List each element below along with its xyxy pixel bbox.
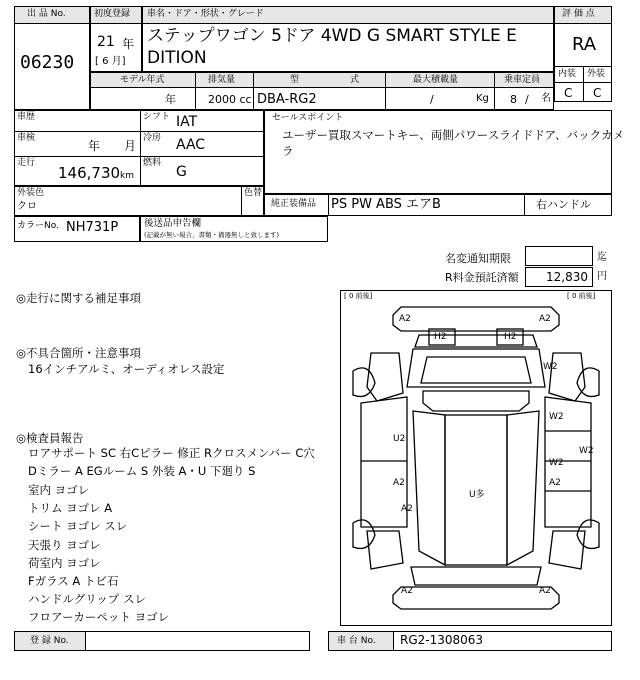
damage-mark: W2 bbox=[579, 446, 594, 456]
displacement: 2000 cc bbox=[208, 93, 252, 106]
name-change-field bbox=[525, 246, 593, 266]
exterior-score: C bbox=[593, 86, 602, 100]
recycle-unit: 円 bbox=[597, 271, 607, 282]
inspector-line: Fガラス A トビ石 bbox=[28, 574, 119, 588]
color-number: NH731P bbox=[66, 220, 119, 235]
score-label: 評 価 点 bbox=[562, 9, 595, 19]
ac: AAC bbox=[176, 137, 206, 153]
damage-mark: A2 bbox=[401, 586, 413, 596]
car-name: ステップワゴン 5ドア 4WD G SMART STYLE E bbox=[147, 26, 517, 46]
damage-mark: U多 bbox=[469, 490, 485, 500]
damage-mark: W2 bbox=[543, 362, 558, 372]
corner-label-left: [ 0 前後] bbox=[344, 292, 373, 300]
details-box bbox=[14, 110, 264, 186]
capacity-unit: 名 bbox=[541, 93, 551, 104]
exterior-label: 外装 bbox=[587, 69, 606, 79]
car-name-line2: DITION bbox=[147, 48, 207, 68]
spec-divider bbox=[385, 72, 386, 110]
damage-mark: A2 bbox=[549, 478, 561, 488]
equipment-divider bbox=[328, 194, 329, 216]
model-year-unit: 年 bbox=[165, 93, 176, 106]
ext-color-label: 外装色 bbox=[17, 188, 45, 198]
inspector-line: フロアーカーペット ヨゴレ bbox=[28, 610, 170, 624]
fuel: G bbox=[176, 164, 187, 180]
color-change-divider bbox=[241, 186, 242, 216]
sales-point-line1: ユーザー買取スマートキー、両側パワースライドドア、バックカメ bbox=[282, 128, 625, 142]
inspector-line: 荷室内 ヨゴレ bbox=[28, 556, 101, 570]
inspector-line: シート ヨゴレ スレ bbox=[28, 519, 128, 533]
damage-mark: A2 bbox=[539, 586, 551, 596]
damage-mark: W2 bbox=[549, 458, 564, 468]
registration-label: 登 録 No. bbox=[30, 636, 69, 646]
color-change-label: 色替 bbox=[244, 188, 263, 198]
defect-item: 16インチアルミ、オーディオレス設定 bbox=[28, 362, 225, 376]
inspector-line: ロアサポート SC 右Cピラー 修正 Rクロスメンバー C穴 bbox=[28, 446, 315, 460]
capacity: 8 bbox=[510, 93, 517, 106]
car-outline bbox=[341, 291, 611, 625]
model-label: 型 bbox=[290, 75, 300, 85]
equipment: PS PW ABS エアB bbox=[331, 197, 441, 212]
aftermarket-label: 後送品申告欄 bbox=[144, 218, 202, 229]
first-registration-year: 21 bbox=[97, 34, 115, 50]
damage-mark: A2 bbox=[539, 314, 551, 324]
inspector-line: 室内 ヨゴレ bbox=[28, 483, 90, 497]
color-number-label: カラーNo. bbox=[17, 221, 59, 231]
history-label: 車歴 bbox=[17, 112, 36, 122]
sales-point-line2: ラ bbox=[282, 144, 294, 158]
spec-divider bbox=[494, 72, 495, 110]
mileage-unit: km bbox=[120, 171, 134, 181]
details-divider bbox=[14, 156, 264, 157]
model-code: DBA-RG2 bbox=[257, 92, 317, 107]
recycle-value: 12,830 bbox=[546, 270, 588, 284]
inspector-title: ◎検査員報告 bbox=[16, 431, 84, 445]
inspection-label: 車検 bbox=[17, 133, 36, 143]
displacement-label: 排気量 bbox=[208, 75, 236, 85]
inspection-month: 月 bbox=[124, 139, 137, 153]
supplement-title: ◎走行に関する補足事項 bbox=[16, 291, 142, 305]
score-sub-divider bbox=[554, 82, 612, 83]
name-change-unit: 迄 bbox=[597, 252, 607, 263]
chassis-number: RG2-1308063 bbox=[400, 633, 484, 647]
shift-label: シフト bbox=[143, 112, 171, 122]
equipment-label: 純正装備品 bbox=[271, 199, 317, 209]
shift: IAT bbox=[176, 114, 198, 130]
inspector-line: Dミラー A EGルーム S 外装 A・U 下廻り S bbox=[28, 464, 256, 478]
chassis-label: 車 台 No. bbox=[337, 636, 376, 646]
score-col-divider bbox=[583, 66, 584, 102]
damage-mark: A2 bbox=[399, 314, 411, 324]
spec-divider bbox=[253, 72, 254, 110]
max-load: / bbox=[430, 93, 434, 106]
corner-label-right: [ 0 前後] bbox=[567, 292, 596, 300]
first-registration-label: 初度登録 bbox=[94, 9, 131, 19]
damage-mark: A2 bbox=[401, 504, 413, 514]
lot-number-label: 出 品 No. bbox=[27, 9, 66, 19]
fuel-label: 燃料 bbox=[143, 158, 162, 168]
ext-color-box bbox=[14, 186, 264, 216]
damage-mark: H2 bbox=[504, 332, 517, 342]
aftermarket-note: (記載が無い場合、書類・備器無しと致します) bbox=[144, 231, 280, 239]
equipment-divider bbox=[524, 194, 525, 216]
inspector-line: 天張り ヨゴレ bbox=[28, 538, 101, 552]
mileage-label: 走行 bbox=[17, 158, 36, 168]
car-name-label: 車名・ドア・形状・グレード bbox=[147, 9, 264, 19]
overall-score: RA bbox=[572, 34, 597, 55]
model-year-label: モデル年式 bbox=[120, 75, 165, 85]
defects-title: ◎不具合箇所・注意事項 bbox=[16, 346, 142, 360]
name-change-label: 名変通知期限 bbox=[445, 252, 511, 265]
max-load-label: 最大積載量 bbox=[413, 75, 459, 85]
handle: 右ハンドル bbox=[536, 198, 591, 211]
details-divider bbox=[14, 131, 264, 132]
spec-divider bbox=[195, 72, 196, 110]
car-diagram bbox=[340, 290, 612, 626]
capacity-label: 乗車定員 bbox=[504, 75, 541, 85]
damage-mark: A2 bbox=[393, 478, 405, 488]
details-divider bbox=[140, 110, 141, 186]
damage-mark: U2 bbox=[393, 434, 406, 444]
lot-number: 06230 bbox=[20, 52, 75, 73]
ext-color: クロ bbox=[17, 201, 37, 212]
max-load-unit: Kg bbox=[476, 93, 489, 104]
inspector-line: ハンドルグリップ スレ bbox=[28, 592, 146, 606]
first-registration-month: [ 6 月] bbox=[95, 56, 126, 67]
inspector-line: トリム ヨゴレ A bbox=[28, 501, 113, 515]
ac-label: 冷房 bbox=[143, 133, 162, 143]
capacity-slash: / bbox=[525, 93, 529, 106]
inspection-year: 年 bbox=[88, 139, 101, 153]
damage-mark: H2 bbox=[434, 332, 447, 342]
interior-score: C bbox=[564, 86, 573, 100]
recycle-label: R料金預託済額 bbox=[445, 271, 519, 284]
mileage: 146,730 bbox=[58, 164, 121, 182]
model-label-2: 式 bbox=[350, 75, 360, 85]
damage-mark: W2 bbox=[549, 412, 564, 422]
interior-label: 内装 bbox=[558, 69, 577, 79]
year-unit: 年 bbox=[122, 37, 135, 51]
sales-point-label: セールスポイント bbox=[272, 113, 344, 123]
